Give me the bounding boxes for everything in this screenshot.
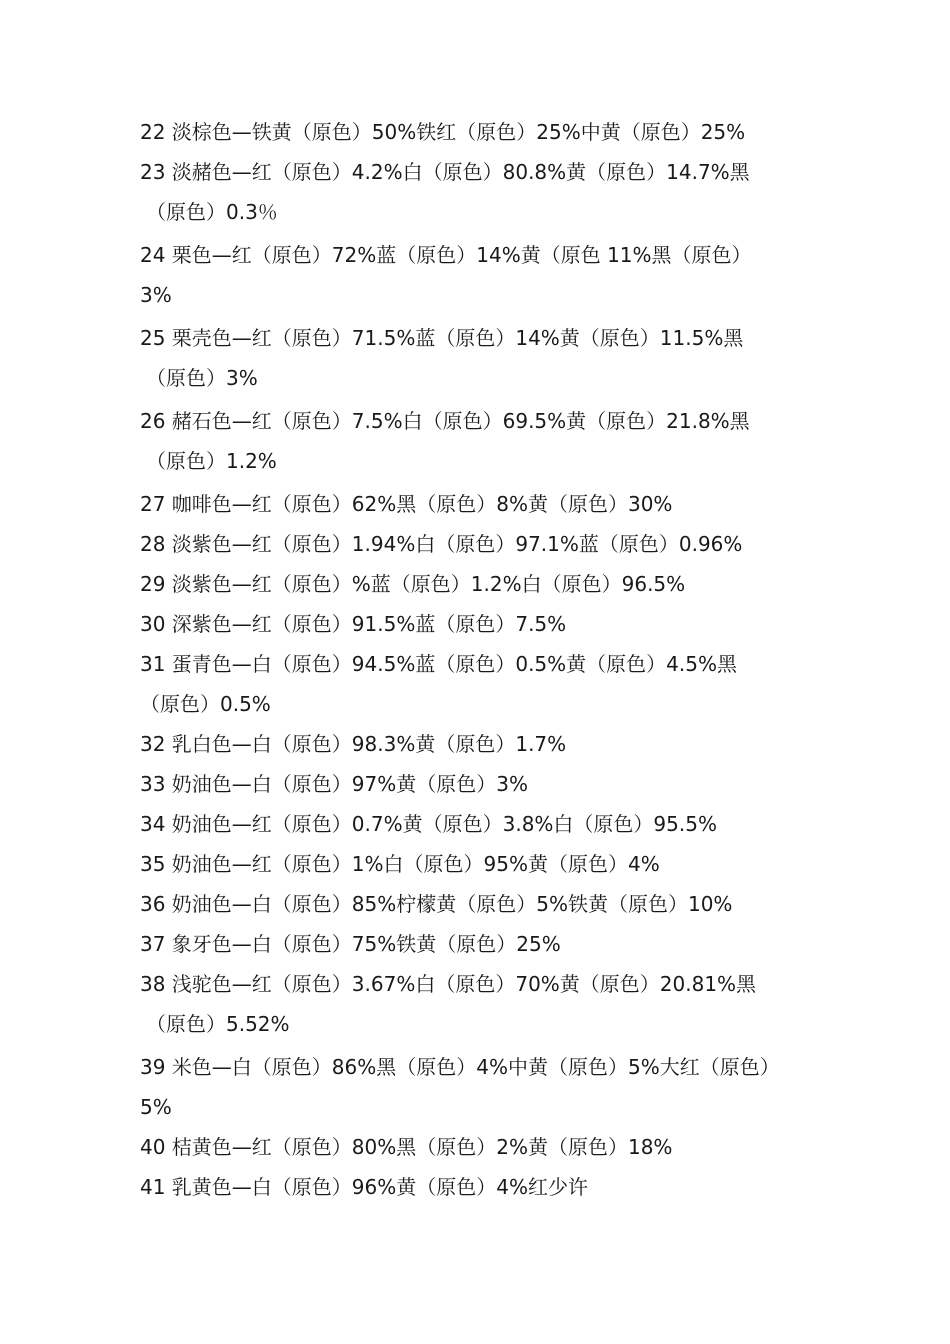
entry-text: 22 淡棕色—铁黄（原色）50%铁红（原色）25%中黄（原色）25% (140, 120, 746, 144)
entry-continuation: （原色）5.52% (146, 1012, 290, 1036)
entry-text: 40 桔黄色—红（原色）80%黑（原色）2%黄（原色）18% (140, 1135, 673, 1159)
entry-text: 28 淡紫色—红（原色）1.94%白（原色）97.1%蓝（原色）0.96% (140, 532, 743, 556)
list-item (140, 1127, 820, 1167)
entry-continuation: 3% (140, 283, 172, 307)
entry-text: 24 栗色—红（原色）72%蓝（原色）14%黄（原色 11%黑（原色） (140, 243, 752, 267)
list-item (140, 318, 820, 398)
entry-text: 29 淡紫色—红（原色）%蓝（原色）1.2%白（原色）96.5% (140, 572, 686, 596)
list-item (140, 804, 820, 844)
entry-text: 27 咖啡色—红（原色）62%黑（原色）8%黄（原色）30% (140, 492, 673, 516)
entry-text: 26 赭石色—红（原色）7.5%白（原色）69.5%黄（原色）21.8%黑 (140, 409, 750, 433)
list-item (140, 401, 820, 481)
entry-text: 39 米色—白（原色）86%黑（原色）4%中黄（原色）5%大红（原色） (140, 1055, 780, 1079)
entry-text: 25 栗壳色—红（原色）71.5%蓝（原色）14%黄（原色）11.5%黑 (140, 326, 744, 350)
entry-text: 30 深紫色—红（原色）91.5%蓝（原色）7.5% (140, 612, 567, 636)
entry-text: 41 乳黄色—白（原色）96%黄（原色）4%红少许 (140, 1175, 588, 1199)
entry-continuation: （原色）0.3％ (146, 200, 278, 224)
list-item (140, 235, 820, 315)
color-formula-list (140, 112, 820, 1207)
list-item (140, 112, 820, 152)
list-item (140, 764, 820, 804)
list-item (140, 644, 820, 724)
list-item (140, 964, 820, 1044)
list-item (140, 484, 820, 524)
entry-text: 37 象牙色—白（原色）75%铁黄（原色）25% (140, 932, 561, 956)
list-item (140, 604, 820, 644)
list-item (140, 724, 820, 764)
list-item (140, 924, 820, 964)
entry-text: 35 奶油色—红（原色）1%白（原色）95%黄（原色）4% (140, 852, 660, 876)
entry-text: 38 浅驼色—红（原色）3.67%白（原色）70%黄（原色）20.81%黑 (140, 972, 757, 996)
entry-continuation: （原色）3% (146, 366, 258, 390)
entry-text: 23 淡赭色—红（原色）4.2%白（原色）80.8%黄（原色）14.7%黑 (140, 160, 750, 184)
entry-text: 34 奶油色—红（原色）0.7%黄（原色）3.8%白（原色）95.5% (140, 812, 717, 836)
list-item (140, 152, 820, 232)
list-item (140, 524, 820, 564)
entry-text: 33 奶油色—白（原色）97%黄（原色）3% (140, 772, 528, 796)
entry-continuation: （原色）1.2% (146, 449, 277, 473)
entry-continuation: （原色）0.5% (140, 692, 271, 716)
list-item (140, 884, 820, 924)
list-item (140, 564, 820, 604)
entry-text: 36 奶油色—白（原色）85%柠檬黄（原色）5%铁黄（原色）10% (140, 892, 733, 916)
list-item (140, 844, 820, 884)
list-item (140, 1047, 820, 1127)
entry-text: 31 蛋青色—白（原色）94.5%蓝（原色）0.5%黄（原色）4.5%黑 (140, 652, 737, 676)
list-item (140, 1167, 820, 1207)
entry-continuation: 5% (140, 1095, 172, 1119)
entry-text: 32 乳白色—白（原色）98.3%黄（原色）1.7% (140, 732, 567, 756)
